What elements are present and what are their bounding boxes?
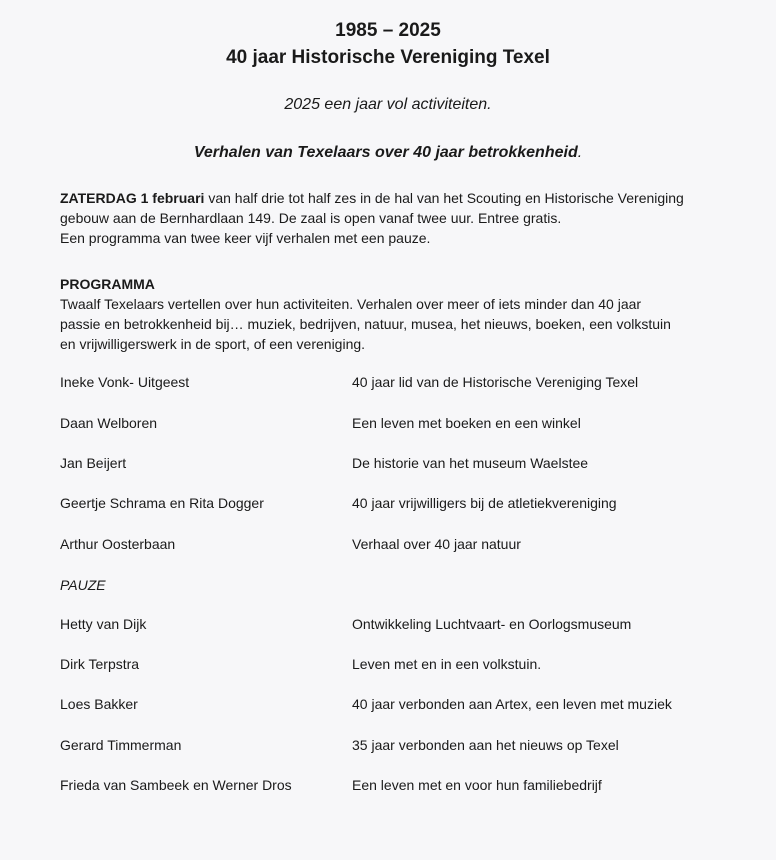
event-line-2: gebouw aan de Bernhardlaan 149. De zaal is open vanaf twee uur. Entree gratis. <box>60 210 562 226</box>
speaker-topic: 40 jaar lid van de Historische Vereniging Texel <box>352 374 639 390</box>
speaker-topic: Een leven met boeken en een winkel <box>352 415 581 431</box>
event-date: ZATERDAG 1 februari <box>60 190 205 206</box>
speaker-name: Loes Bakker <box>60 696 138 712</box>
programma-line-1: Twaalf Texelaars vertellen over hun activiteiten. Verhalen over meer of iets minder dan 40 jaar <box>60 296 642 312</box>
event-line-1 <box>60 188 740 208</box>
speaker-row <box>60 616 740 636</box>
speaker-topic: 35 jaar verbonden aan het nieuws op Texel <box>352 737 619 753</box>
speaker-row <box>60 737 740 757</box>
event-line-3: Een programma van twee keer vijf verhalen met een pauze. <box>60 230 431 246</box>
speaker-name: Daan Welboren <box>60 415 158 431</box>
speaker-name: Gerard Timmerman <box>60 737 182 753</box>
speaker-topic: Ontwikkeling Luchtvaart- en Oorlogsmuseum <box>352 616 632 632</box>
speaker-name: Jan Beijert <box>60 455 127 471</box>
page-title: 40 jaar Historische Vereniging Texel <box>226 47 550 68</box>
programma-line-3: en vrijwilligerswerk in de sport, of een vereniging. <box>60 336 366 352</box>
years-heading: 1985 – 2025 <box>335 20 441 41</box>
event-paragraph <box>60 188 740 248</box>
speaker-row <box>60 656 740 676</box>
speaker-row <box>60 415 740 435</box>
speaker-row <box>60 696 740 716</box>
programma-line-2: passie en betrokkenheid bij… muziek, bedrijven, natuur, musea, het nieuws, boeken, een volkstuin <box>60 316 671 332</box>
speaker-name: Ineke Vonk- Uitgeest <box>60 374 190 390</box>
theme-dot: . <box>577 144 583 161</box>
programma-heading: PROGRAMMA <box>60 276 155 292</box>
speaker-name: Hetty van Dijk <box>60 616 147 632</box>
speaker-row <box>60 455 740 475</box>
pauze-label: PAUZE <box>60 577 106 593</box>
speaker-name: Dirk Terpstra <box>60 656 140 672</box>
theme-heading <box>0 144 776 162</box>
theme-text: Verhalen van Texelaars over 40 jaar betrokkenheid <box>193 144 578 161</box>
speaker-topic: De historie van het museum Waelstee <box>352 455 589 471</box>
speaker-topic: 40 jaar verbonden aan Artex, een leven met muziek <box>352 696 672 712</box>
speaker-row <box>60 536 740 556</box>
speaker-name: Arthur Oosterbaan <box>60 536 176 552</box>
speaker-row <box>60 374 740 394</box>
speaker-topic: Leven met en in een volkstuin. <box>352 656 542 672</box>
subtitle: 2025 een jaar vol activiteiten. <box>284 96 492 113</box>
speaker-name: Frieda van Sambeek en Werner Dros <box>60 777 292 793</box>
speaker-row <box>60 495 740 515</box>
event-line-1-rest: van half drie tot half zes in de hal van het Scouting en Historische Vereniging <box>204 190 684 206</box>
speaker-topic: Verhaal over 40 jaar natuur <box>352 536 521 552</box>
speaker-topic: 40 jaar vrijwilligers bij de atletiekvereniging <box>352 495 617 511</box>
speaker-name: Geertje Schrama en Rita Dogger <box>60 495 264 511</box>
programma-section <box>60 274 740 354</box>
speaker-topic: Een leven met en voor hun familiebedrijf <box>352 777 602 793</box>
speaker-row <box>60 777 740 797</box>
